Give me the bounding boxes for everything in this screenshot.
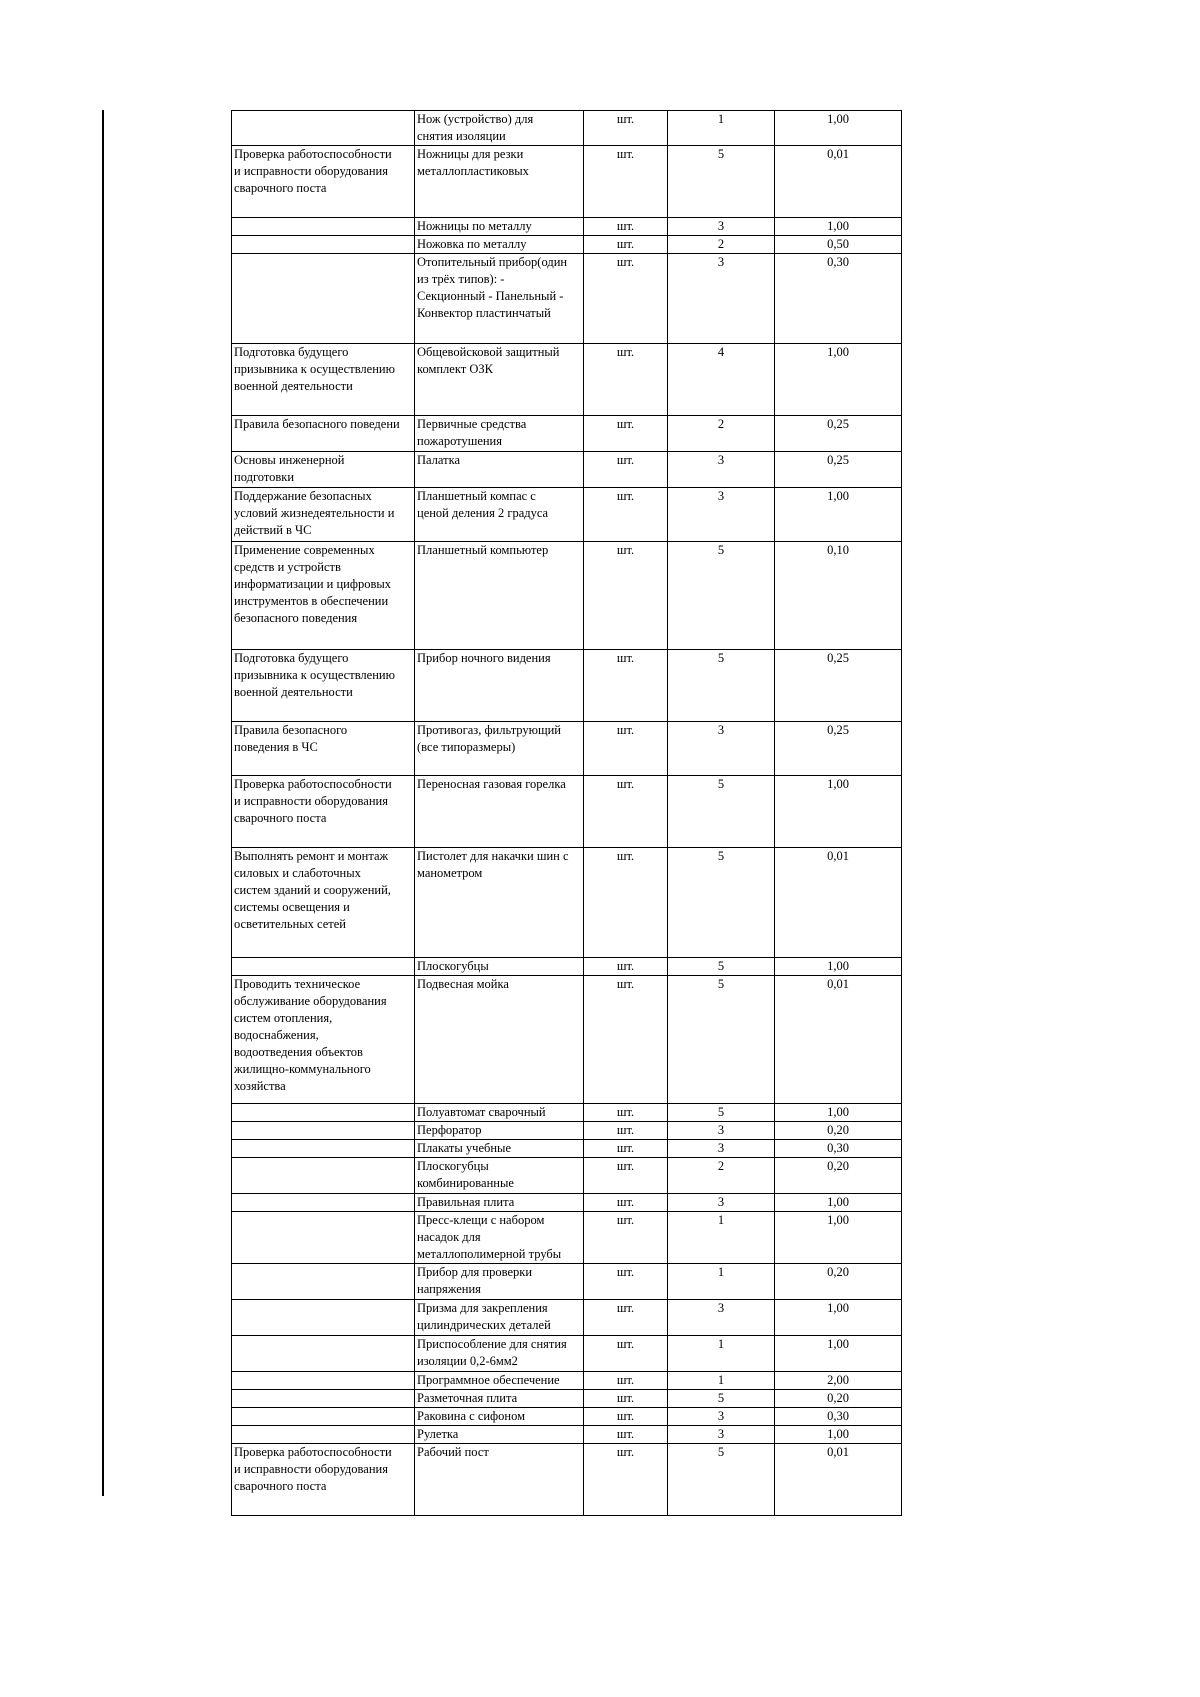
- quantity-cell: 1: [668, 1336, 775, 1372]
- table-row: [232, 218, 902, 236]
- unit-cell: шт.: [584, 1212, 668, 1264]
- section-cell: Подготовка будущего призывника к осуществлению военной деятельности: [232, 650, 415, 722]
- unit-cell: шт.: [584, 1264, 668, 1300]
- quantity-cell: 3: [668, 254, 775, 344]
- table-row: [232, 146, 902, 218]
- coefficient-cell: 1,00: [775, 1336, 902, 1372]
- table-row: [232, 848, 902, 958]
- unit-cell: шт.: [584, 1336, 668, 1372]
- unit-cell: шт.: [584, 1122, 668, 1140]
- unit-cell: шт.: [584, 1372, 668, 1390]
- section-cell: [232, 1140, 415, 1158]
- table-row: [232, 1158, 902, 1194]
- section-cell: [232, 1300, 415, 1336]
- item-name-cell: Планшетный компас с ценой деления 2 градуса: [415, 488, 584, 542]
- item-name-cell: Раковина с сифоном: [415, 1408, 584, 1426]
- quantity-cell: 2: [668, 1158, 775, 1194]
- table-row: [232, 722, 902, 776]
- item-name-cell: Плакаты учебные: [415, 1140, 584, 1158]
- section-cell: Правила безопасного поведения в ЧС: [232, 722, 415, 776]
- table-row: [232, 488, 902, 542]
- equipment-table: [231, 110, 902, 1516]
- section-cell: Выполнять ремонт и монтаж силовых и слаботочных систем зданий и сооружений, системы освещения и осветительных сетей: [232, 848, 415, 958]
- quantity-cell: 3: [668, 452, 775, 488]
- table-row: [232, 1194, 902, 1212]
- table-row: [232, 650, 902, 722]
- unit-cell: шт.: [584, 650, 668, 722]
- section-cell: Проверка работоспособности и исправности оборудования сварочного поста: [232, 1444, 415, 1516]
- unit-cell: шт.: [584, 146, 668, 218]
- quantity-cell: 5: [668, 976, 775, 1104]
- coefficient-cell: 0,20: [775, 1122, 902, 1140]
- coefficient-cell: 1,00: [775, 1300, 902, 1336]
- quantity-cell: 5: [668, 1104, 775, 1122]
- unit-cell: шт.: [584, 776, 668, 848]
- unit-cell: шт.: [584, 1444, 668, 1516]
- page-margin-line: [102, 110, 104, 1496]
- coefficient-cell: 1,00: [775, 958, 902, 976]
- equipment-table-body: [232, 111, 902, 1516]
- item-name-cell: Палатка: [415, 452, 584, 488]
- item-name-cell: Ножовка по металлу: [415, 236, 584, 254]
- item-name-cell: Ножницы для резки металлопластиковых: [415, 146, 584, 218]
- unit-cell: шт.: [584, 1300, 668, 1336]
- unit-cell: шт.: [584, 111, 668, 146]
- quantity-cell: 1: [668, 1372, 775, 1390]
- section-cell: [232, 1158, 415, 1194]
- coefficient-cell: 1,00: [775, 1194, 902, 1212]
- item-name-cell: Отопительный прибор(один из трёх типов): - Секционный - Панельный - Конвектор пластинчатый: [415, 254, 584, 344]
- item-name-cell: Правильная плита: [415, 1194, 584, 1212]
- section-cell: [232, 1194, 415, 1212]
- section-cell: [232, 236, 415, 254]
- item-name-cell: Противогаз, фильтрующий (все типоразмеры): [415, 722, 584, 776]
- section-cell: [232, 1372, 415, 1390]
- quantity-cell: 1: [668, 1212, 775, 1264]
- section-cell: [232, 1104, 415, 1122]
- item-name-cell: Приспособление для снятия изоляции 0,2-6мм2: [415, 1336, 584, 1372]
- coefficient-cell: 1,00: [775, 218, 902, 236]
- section-cell: [232, 1426, 415, 1444]
- unit-cell: шт.: [584, 236, 668, 254]
- section-cell: Правила безопасного поведени: [232, 416, 415, 452]
- coefficient-cell: 1,00: [775, 1212, 902, 1264]
- table-row: [232, 1336, 902, 1372]
- table-row: [232, 542, 902, 650]
- coefficient-cell: 0,30: [775, 1140, 902, 1158]
- coefficient-cell: 0,20: [775, 1158, 902, 1194]
- quantity-cell: 5: [668, 146, 775, 218]
- item-name-cell: Ножницы по металлу: [415, 218, 584, 236]
- coefficient-cell: 0,20: [775, 1390, 902, 1408]
- coefficient-cell: 1,00: [775, 344, 902, 416]
- quantity-cell: 1: [668, 111, 775, 146]
- quantity-cell: 3: [668, 1408, 775, 1426]
- item-name-cell: Прибор ночного видения: [415, 650, 584, 722]
- unit-cell: шт.: [584, 1140, 668, 1158]
- table-row: [232, 1444, 902, 1516]
- item-name-cell: Общевойсковой защитный комплект ОЗК: [415, 344, 584, 416]
- table-row: [232, 236, 902, 254]
- coefficient-cell: 0,01: [775, 976, 902, 1104]
- unit-cell: шт.: [584, 1408, 668, 1426]
- section-cell: Поддержание безопасных условий жизнедеятельности и действий в ЧС: [232, 488, 415, 542]
- section-cell: [232, 1390, 415, 1408]
- table-row: [232, 344, 902, 416]
- section-cell: [232, 254, 415, 344]
- coefficient-cell: 0,25: [775, 722, 902, 776]
- unit-cell: шт.: [584, 344, 668, 416]
- coefficient-cell: 0,30: [775, 254, 902, 344]
- quantity-cell: 5: [668, 542, 775, 650]
- item-name-cell: Программное обеспечение: [415, 1372, 584, 1390]
- section-cell: [232, 958, 415, 976]
- quantity-cell: 5: [668, 650, 775, 722]
- section-cell: [232, 111, 415, 146]
- quantity-cell: 3: [668, 1426, 775, 1444]
- coefficient-cell: 1,00: [775, 488, 902, 542]
- coefficient-cell: 0,10: [775, 542, 902, 650]
- quantity-cell: 3: [668, 1300, 775, 1336]
- unit-cell: шт.: [584, 722, 668, 776]
- section-cell: Проверка работоспособности и исправности оборудования сварочного поста: [232, 776, 415, 848]
- unit-cell: шт.: [584, 1104, 668, 1122]
- coefficient-cell: 0,20: [775, 1264, 902, 1300]
- table-row: [232, 1212, 902, 1264]
- quantity-cell: 2: [668, 236, 775, 254]
- quantity-cell: 3: [668, 1122, 775, 1140]
- section-cell: [232, 1212, 415, 1264]
- unit-cell: шт.: [584, 1426, 668, 1444]
- unit-cell: шт.: [584, 958, 668, 976]
- item-name-cell: Планшетный компьютер: [415, 542, 584, 650]
- coefficient-cell: 0,01: [775, 146, 902, 218]
- quantity-cell: 5: [668, 1444, 775, 1516]
- coefficient-cell: 0,25: [775, 416, 902, 452]
- coefficient-cell: 1,00: [775, 1426, 902, 1444]
- table-row: [232, 1264, 902, 1300]
- unit-cell: шт.: [584, 848, 668, 958]
- item-name-cell: Призма для закрепления цилиндрических деталей: [415, 1300, 584, 1336]
- unit-cell: шт.: [584, 488, 668, 542]
- coefficient-cell: 0,01: [775, 848, 902, 958]
- coefficient-cell: 1,00: [775, 1104, 902, 1122]
- item-name-cell: Прибор для проверки напряжения: [415, 1264, 584, 1300]
- section-cell: Применение современных средств и устройств информатизации и цифровых инструментов в обеспечении безопасного поведения: [232, 542, 415, 650]
- item-name-cell: Пистолет для накачки шин с манометром: [415, 848, 584, 958]
- quantity-cell: 3: [668, 1194, 775, 1212]
- quantity-cell: 3: [668, 1140, 775, 1158]
- coefficient-cell: 0,25: [775, 452, 902, 488]
- unit-cell: шт.: [584, 542, 668, 650]
- item-name-cell: Переносная газовая горелка: [415, 776, 584, 848]
- item-name-cell: Рулетка: [415, 1426, 584, 1444]
- quantity-cell: 3: [668, 722, 775, 776]
- section-cell: [232, 1336, 415, 1372]
- section-cell: Проводить техническое обслуживание оборудования систем отопления, водоснабжения, водоотведения объектов жилищно-коммунального хозяйства: [232, 976, 415, 1104]
- unit-cell: шт.: [584, 416, 668, 452]
- section-cell: [232, 1122, 415, 1140]
- section-cell: [232, 1408, 415, 1426]
- quantity-cell: 3: [668, 488, 775, 542]
- table-row: [232, 452, 902, 488]
- coefficient-cell: 1,00: [775, 776, 902, 848]
- quantity-cell: 2: [668, 416, 775, 452]
- item-name-cell: Плоскогубцы комбинированные: [415, 1158, 584, 1194]
- table-row: [232, 1140, 902, 1158]
- item-name-cell: Плоскогубцы: [415, 958, 584, 976]
- section-cell: [232, 1264, 415, 1300]
- unit-cell: шт.: [584, 976, 668, 1104]
- unit-cell: шт.: [584, 1158, 668, 1194]
- table-row: [232, 1300, 902, 1336]
- unit-cell: шт.: [584, 218, 668, 236]
- coefficient-cell: 0,01: [775, 1444, 902, 1516]
- quantity-cell: 4: [668, 344, 775, 416]
- section-cell: Проверка работоспособности и исправности оборудования сварочного поста: [232, 146, 415, 218]
- coefficient-cell: 0,25: [775, 650, 902, 722]
- item-name-cell: Рабочий пост: [415, 1444, 584, 1516]
- table-row: [232, 254, 902, 344]
- table-row: [232, 111, 902, 146]
- section-cell: Основы инженерной подготовки: [232, 452, 415, 488]
- quantity-cell: 5: [668, 776, 775, 848]
- unit-cell: шт.: [584, 254, 668, 344]
- unit-cell: шт.: [584, 1390, 668, 1408]
- table-row: [232, 1122, 902, 1140]
- quantity-cell: 3: [668, 218, 775, 236]
- table-row: [232, 416, 902, 452]
- unit-cell: шт.: [584, 1194, 668, 1212]
- unit-cell: шт.: [584, 452, 668, 488]
- quantity-cell: 5: [668, 848, 775, 958]
- table-row: [232, 776, 902, 848]
- item-name-cell: Пресс-клещи с набором насадок для металлополимерной трубы: [415, 1212, 584, 1264]
- table-row: [232, 1104, 902, 1122]
- quantity-cell: 1: [668, 1264, 775, 1300]
- item-name-cell: Перфоратор: [415, 1122, 584, 1140]
- item-name-cell: Разметочная плита: [415, 1390, 584, 1408]
- table-row: [232, 976, 902, 1104]
- coefficient-cell: 0,50: [775, 236, 902, 254]
- quantity-cell: 5: [668, 1390, 775, 1408]
- table-row: [232, 1426, 902, 1444]
- item-name-cell: Подвесная мойка: [415, 976, 584, 1104]
- item-name-cell: Первичные средства пожаротушения: [415, 416, 584, 452]
- coefficient-cell: 0,30: [775, 1408, 902, 1426]
- coefficient-cell: 2,00: [775, 1372, 902, 1390]
- table-row: [232, 1390, 902, 1408]
- table-row: [232, 958, 902, 976]
- item-name-cell: Нож (устройство) для снятия изоляции: [415, 111, 584, 146]
- section-cell: [232, 218, 415, 236]
- table-row: [232, 1408, 902, 1426]
- coefficient-cell: 1,00: [775, 111, 902, 146]
- section-cell: Подготовка будущего призывника к осуществлению военной деятельности: [232, 344, 415, 416]
- quantity-cell: 5: [668, 958, 775, 976]
- item-name-cell: Полуавтомат сварочный: [415, 1104, 584, 1122]
- table-row: [232, 1372, 902, 1390]
